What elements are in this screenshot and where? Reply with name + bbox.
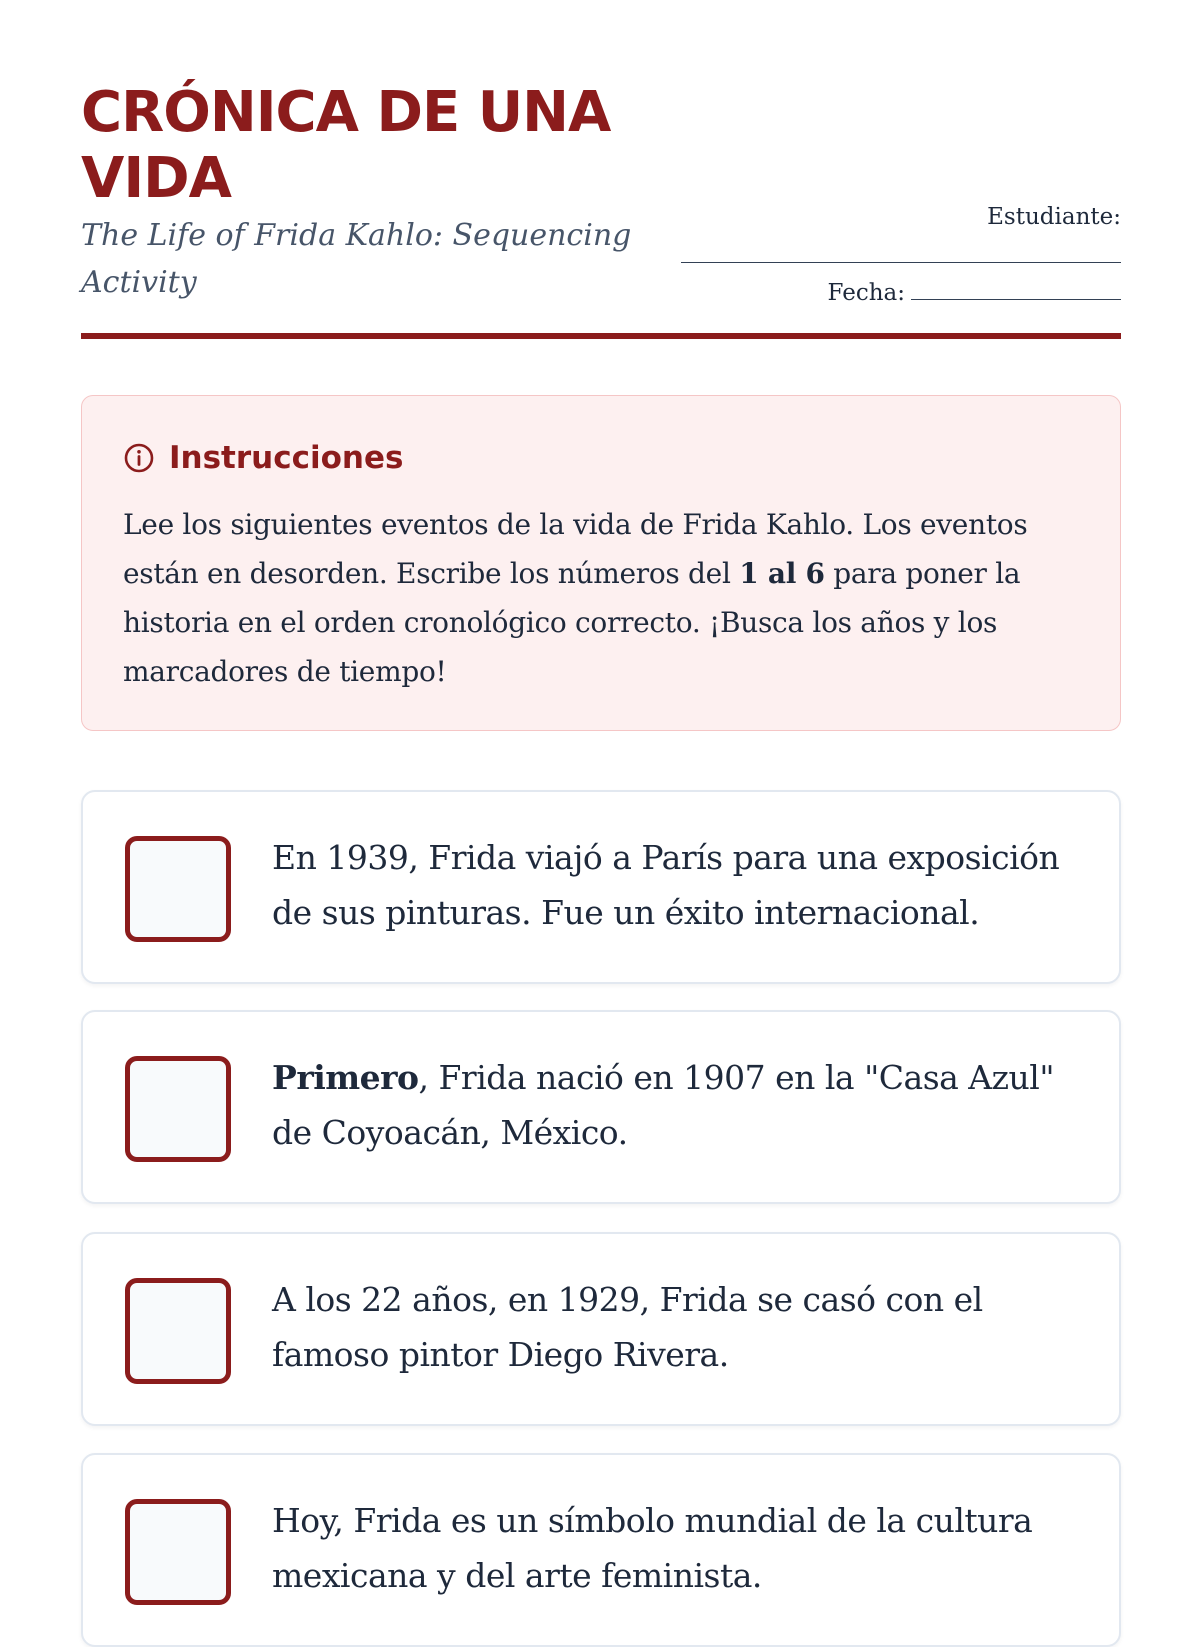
date-row <box>681 277 1121 309</box>
event-text <box>272 1050 1092 1160</box>
event-card <box>81 1453 1121 1647</box>
student-name-field[interactable] <box>681 234 1121 263</box>
event-description: Hoy, Frida es un símbolo mundial de la cultura mexicana y del arte feminista. <box>272 1501 1033 1595</box>
order-number-input[interactable] <box>125 836 231 942</box>
info-circle-icon <box>123 442 155 474</box>
instructions-text <box>123 500 1080 696</box>
instructions-header <box>123 436 1080 480</box>
instructions-title: Instrucciones <box>169 440 404 476</box>
event-description: En 1939, Frida viajó a París para una exposición de sus pinturas. Fue un éxito internacional. <box>272 838 1060 932</box>
order-number-input[interactable] <box>125 1499 231 1605</box>
order-number-input[interactable] <box>125 1278 231 1384</box>
worksheet-page <box>81 0 1121 1595</box>
page-title: CRÓNICA DE UNA VIDA <box>81 80 611 211</box>
event-card <box>81 790 1121 984</box>
event-text <box>272 1272 1092 1382</box>
date-field[interactable] <box>911 279 1121 300</box>
instructions-text-part: Lee los siguientes eventos de la vida de Frida Kahlo. Los eventos están en desorden. Escribe los números del <box>123 508 1028 590</box>
page-subtitle: The Life of Frida Kahlo: Sequencing Activity <box>81 218 632 300</box>
instructions-range: 1 al 6 <box>739 557 825 590</box>
event-card <box>81 1232 1121 1426</box>
header-divider <box>81 333 1121 339</box>
student-info <box>681 200 1121 309</box>
event-text <box>272 830 1092 940</box>
event-description: A los 22 años, en 1929, Frida se casó con el famoso pintor Diego Rivera. <box>272 1280 983 1374</box>
date-label: Fecha: <box>827 280 905 306</box>
event-marker: Primero <box>272 1058 419 1097</box>
worksheet-header <box>81 0 1121 340</box>
event-description: , Frida nació en 1907 en la "Casa Azul" de Coyoacán, México. <box>272 1058 1055 1152</box>
student-name-label: Estudiante: <box>987 204 1121 230</box>
instructions-text-part: para poner la historia en el orden cronológico correcto. ¡Busca los años y los marcadores de tiempo! <box>123 557 1021 688</box>
event-card <box>81 1010 1121 1204</box>
event-text <box>272 1493 1092 1603</box>
order-number-input[interactable] <box>125 1056 231 1162</box>
instructions-box <box>81 395 1121 731</box>
